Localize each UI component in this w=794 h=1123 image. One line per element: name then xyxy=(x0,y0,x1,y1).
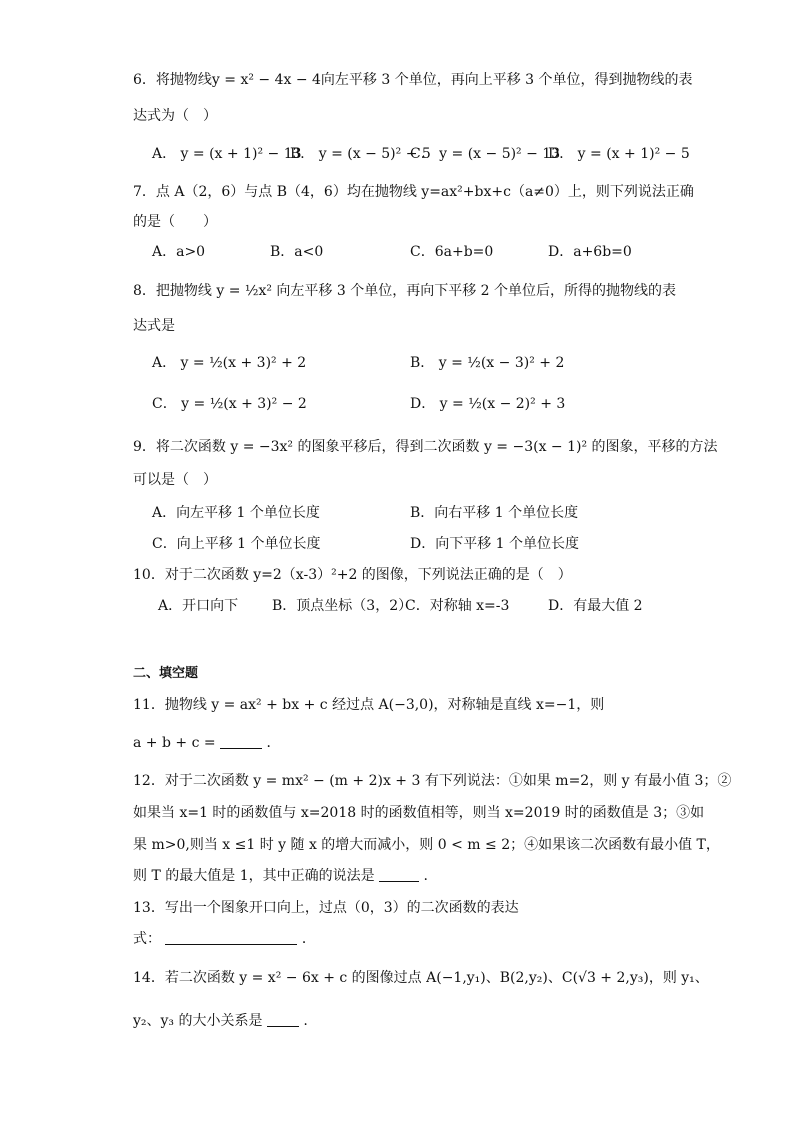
question-11-text-cont xyxy=(133,733,281,753)
question-14-text-cont xyxy=(133,1011,308,1031)
answer-blank[interactable] xyxy=(165,930,297,945)
question-6-text-cont: 达式为（ ） xyxy=(133,108,217,124)
question-7-option-b: B．a<0 xyxy=(270,244,324,260)
question-12-text-cont-1: 如果当 x=1 时的函数值与 x=2018 时的函数值相等，则当 x=2019 时的函数值是 3；③如 xyxy=(133,805,705,821)
question-6-option-d: D． y = (x + 1)² − 5 xyxy=(548,146,690,162)
question-9-text-cont: 可以是（ ） xyxy=(133,472,217,488)
question-12-end: . xyxy=(423,868,428,884)
question-8-text: 8．把抛物线 y = ½x² 向左平移 3 个单位，再向下平移 2 个单位后，所得的抛物线的表 xyxy=(133,283,677,299)
question-6-option-a: A． y = (x + 1)² − 13 xyxy=(152,146,302,162)
question-13-lead: 式： xyxy=(133,931,161,947)
question-10-option-c: C．对称轴 x=-3 xyxy=(405,598,510,614)
question-8-text-cont: 达式是 xyxy=(133,318,175,334)
question-11-end: ． xyxy=(266,735,281,751)
question-7-option-c: C．6a+b=0 xyxy=(410,244,494,260)
question-14-text: 14．若二次函数 y = x² − 6x + c 的图像过点 A(−1,y₁)、B(2,y₂)、C(√3 + 2,y₃)，则 y₁、 xyxy=(133,970,709,986)
answer-blank[interactable] xyxy=(220,734,262,749)
question-9-option-d: D．向下平移 1 个单位长度 xyxy=(410,536,580,552)
answer-blank[interactable] xyxy=(267,1012,299,1027)
question-9-option-b: B．向右平移 1 个单位长度 xyxy=(410,505,579,521)
question-6-option-c: C． y = (x − 5)² − 13 xyxy=(410,146,561,162)
question-8-option-b: B． y = ½(x − 3)² + 2 xyxy=(410,355,565,371)
question-8-option-c: C． y = ½(x + 3)² − 2 xyxy=(152,396,307,412)
question-11-lead: a + b + c = xyxy=(133,735,216,751)
question-12-text-cont-2: 果 m>0,则当 x ≤1 时 y 随 x 的增大而减小，则 0 < m ≤ 2；④如果该二次函数有最小值 T， xyxy=(133,837,720,853)
question-8-option-a: A． y = ½(x + 3)² + 2 xyxy=(152,355,307,371)
question-10-option-b: B．顶点坐标（3，2） xyxy=(272,598,413,614)
question-10-option-a: A．开口向下 xyxy=(158,598,239,614)
question-7-option-d: D．a+6b=0 xyxy=(548,244,632,260)
question-10-text: 10．对于二次函数 y=2（x-3）²+2 的图像，下列说法正确的是（ ） xyxy=(133,567,572,583)
question-10-option-d: D．有最大值 2 xyxy=(548,598,643,614)
question-13-end: ． xyxy=(301,931,316,947)
question-14-lead: y₂、y₃ 的大小关系是 xyxy=(133,1013,263,1029)
question-9-option-a: A．向左平移 1 个单位长度 xyxy=(152,505,320,521)
question-11-text: 11．抛物线 y = ax² + bx + c 经过点 A(−3,0)，对称轴是直线 x=−1，则 xyxy=(133,697,605,713)
question-7-text-cont: 的是（ ） xyxy=(133,214,217,230)
question-14-end: . xyxy=(303,1013,308,1029)
question-13-text: 13．写出一个图象开口向上，过点（0，3）的二次函数的表达 xyxy=(133,900,519,916)
question-6-text: 6．将抛物线y = x² − 4x − 4向左平移 3 个单位，再向上平移 3 个单位，得到抛物线的表 xyxy=(133,72,693,88)
question-12-lead: 则 T 的最大值是 1，其中正确的说法是 xyxy=(133,868,375,884)
question-6-option-b: B． y = (x − 5)² − 5 xyxy=(290,146,431,162)
question-9-option-c: C．向上平移 1 个单位长度 xyxy=(152,536,321,552)
question-9-text: 9．将二次函数 y = −3x² 的图象平移后，得到二次函数 y = −3(x − 1)² 的图象，平移的方法 xyxy=(133,439,718,455)
question-12-text-cont-3 xyxy=(133,866,428,886)
question-13-text-cont xyxy=(133,929,316,949)
question-8-option-d: D． y = ½(x − 2)² + 3 xyxy=(410,396,566,412)
section-heading: 二、填空题 xyxy=(133,666,199,681)
answer-blank[interactable] xyxy=(379,867,419,882)
question-7-text: 7．点 A（2，6）与点 B（4，6）均在抛物线 y=ax²+bx+c（a≠0）上，则下列说法正确 xyxy=(133,184,694,200)
question-7-option-a: A．a>0 xyxy=(152,244,206,260)
question-12-text: 12．对于二次函数 y = mx² − (m + 2)x + 3 有下列说法：①如果 m=2，则 y 有最小值 3；② xyxy=(133,773,732,789)
